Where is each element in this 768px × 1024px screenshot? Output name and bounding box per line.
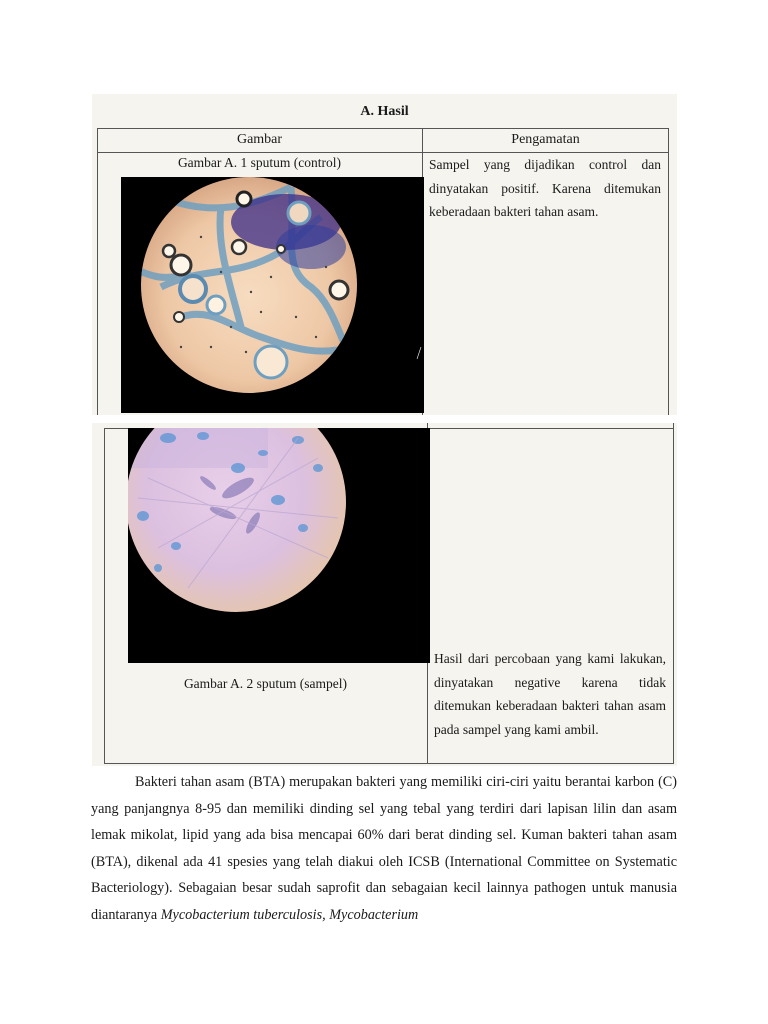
section-title: A. Hasil xyxy=(360,104,409,119)
caption-control: Gambar A. 1 sputum (control) xyxy=(177,155,342,170)
body-paragraph xyxy=(91,769,677,929)
paragraph-text: Bakteri tahan asam (BTA) merupakan bakteri yang memiliki ciri-ciri yaitu berantai karbon (C) yang panjangnya 8-95 dan memiliki dinding sel yang tebal yang terdiri dari lapisan lilin dan asam lemak mikolat, lipid yang ada bisa mencapai 60% dari berat dinding sel. Kuman bakteri tahan asam (BTA), dikenal ada 41 spesies yang telah diakui oleh ICSB (International Committee on Systematic Bacteriology). Sebagaian besar sudah saprofit dan sebagaian kecil lainnya pathogen untuk manusia diantaranya xyxy=(91,774,677,923)
micrograph-sample-image xyxy=(128,428,430,663)
observation-control: Sampel yang dijadikan control dan dinyatakan positif. Karena ditemukan keberadaan bakteri tahan asam. xyxy=(429,157,661,219)
table-top-border xyxy=(97,128,669,129)
table-right-border xyxy=(668,128,669,415)
results-table-part-1 xyxy=(92,94,677,415)
caption-sample: Gambar A. 2 sputum (sampel) xyxy=(183,676,348,691)
table-row2-right-border xyxy=(673,423,674,764)
header-pengamatan: Pengamatan xyxy=(511,132,580,147)
table-left-border xyxy=(97,128,98,415)
micrograph-control-image xyxy=(121,177,424,413)
header-gambar: Gambar xyxy=(236,132,283,147)
table-bottom-border xyxy=(104,763,674,764)
results-table-part-2 xyxy=(92,423,677,766)
paragraph-species-italic: Mycobacterium tuberculosis, Mycobacterium xyxy=(160,906,419,923)
observation-sample: Hasil dari percobaan yang kami lakukan, dinyatakan negative karena tidak ditemukan keberadaan bakteri tahan asam pada sampel yang kami ambil. xyxy=(434,651,666,737)
table-row2-left-border xyxy=(104,428,105,764)
